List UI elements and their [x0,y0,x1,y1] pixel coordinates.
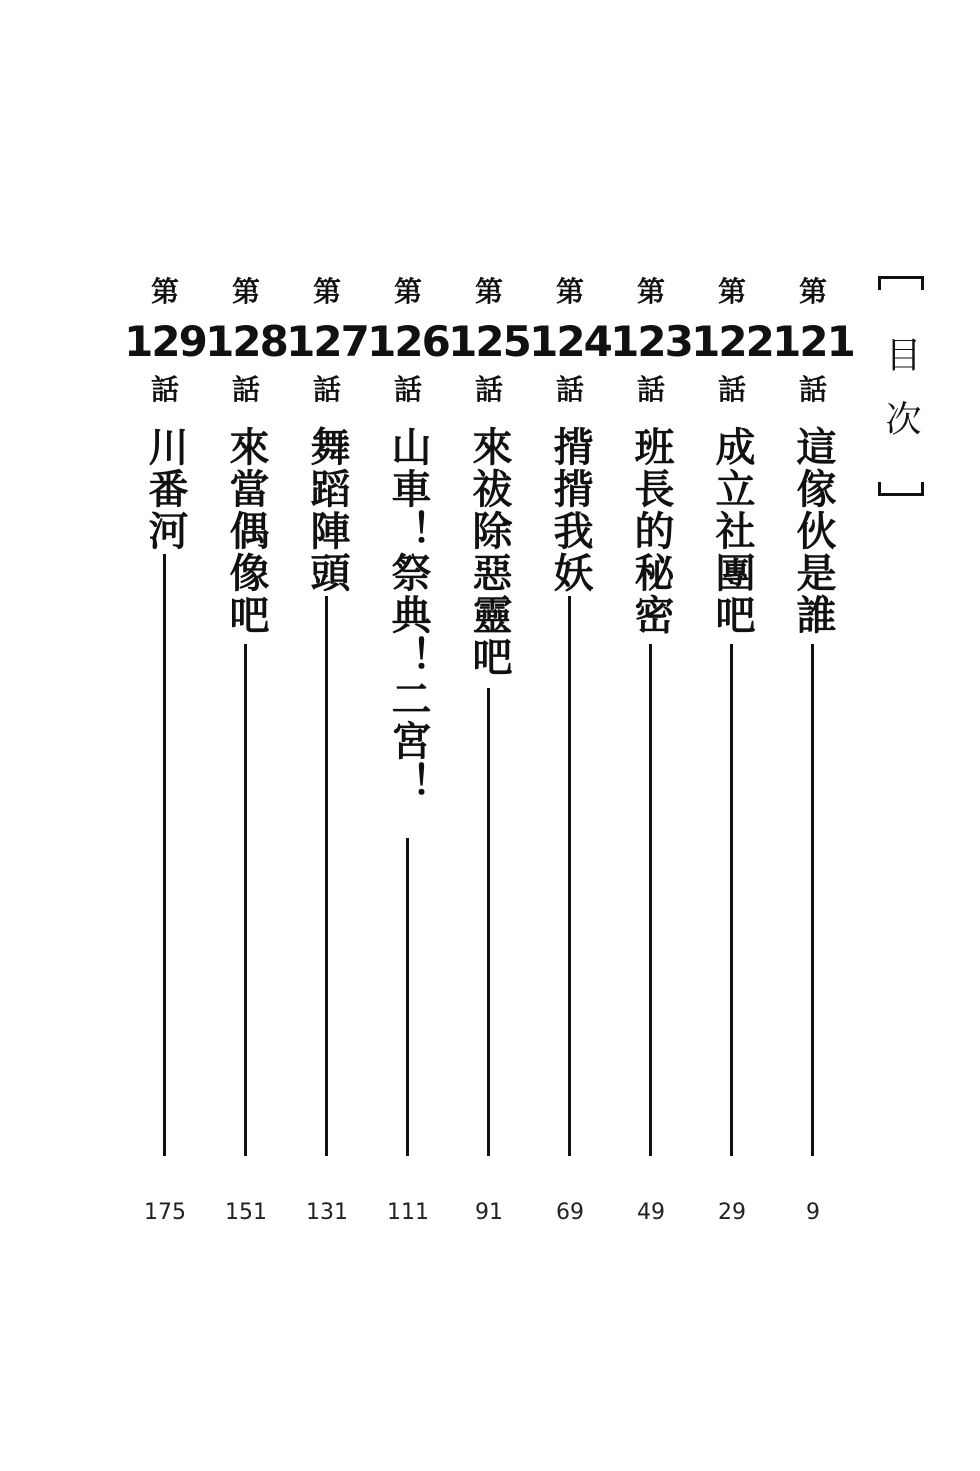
chapter-suffix: 話 [312,373,341,406]
chapter-prefix: 第 [636,275,665,308]
toc-title: 目次 [880,336,921,464]
chapter-suffix: 話 [150,373,179,406]
chapter-number: 128 [205,317,287,366]
chapter-page-number: 69 [556,1200,584,1225]
chapter-prefix: 第 [555,275,584,308]
chapter-suffix: 話 [798,373,827,406]
leader-line [487,688,490,1156]
toc-header [878,276,924,496]
chapter-title: 來祓除惡靈吧 [466,426,512,678]
chapter-number: 125 [448,317,530,366]
chapter-page-number: 111 [387,1200,429,1225]
chapter-page-number: 131 [306,1200,348,1225]
bracket-bottom-decoration [878,482,924,496]
chapter-suffix: 話 [636,373,665,406]
chapter-page-number: 49 [637,1200,665,1225]
chapter-page-number: 9 [806,1200,820,1225]
chapter-prefix: 第 [231,275,260,308]
chapter-suffix: 話 [474,373,503,406]
leader-line [406,838,409,1156]
leader-line [649,644,652,1156]
chapter-page-number: 175 [144,1200,186,1225]
chapter-title: 揹揹我妖 [547,426,593,594]
chapter-suffix: 話 [555,373,584,406]
chapter-title: 舞蹈陣頭 [304,426,350,594]
leader-line [730,644,733,1156]
leader-line [163,554,166,1156]
leader-line [811,644,814,1156]
chapter-suffix: 話 [231,373,260,406]
chapter-number: 124 [529,317,611,366]
chapter-title: 成立社團吧 [709,426,755,636]
chapter-prefix: 第 [474,275,503,308]
chapter-number: 127 [286,317,368,366]
chapter-page-number: 151 [225,1200,267,1225]
chapter-suffix: 話 [717,373,746,406]
chapter-number: 121 [772,317,854,366]
leader-line [568,596,571,1156]
chapter-number: 126 [367,317,449,366]
chapter-title: 班長的秘密 [628,426,674,636]
chapter-prefix: 第 [312,275,341,308]
chapter-number: 129 [124,317,206,366]
chapter-suffix: 話 [393,373,422,406]
chapter-number: 123 [610,317,692,366]
leader-line [325,596,328,1156]
chapter-page-number: 91 [475,1200,503,1225]
chapter-number: 122 [691,317,773,366]
leader-line [244,644,247,1156]
chapter-page-number: 29 [718,1200,746,1225]
chapter-prefix: 第 [150,275,179,308]
chapter-prefix: 第 [717,275,746,308]
bracket-top-decoration [878,276,924,290]
chapter-prefix: 第 [798,275,827,308]
chapter-prefix: 第 [393,275,422,308]
chapter-title: 山車！祭典！二宮！ [385,426,431,804]
chapter-title: 來當偶像吧 [223,426,269,636]
chapter-title: 川番河 [142,426,188,552]
chapter-title: 這傢伙是誰 [790,426,836,636]
